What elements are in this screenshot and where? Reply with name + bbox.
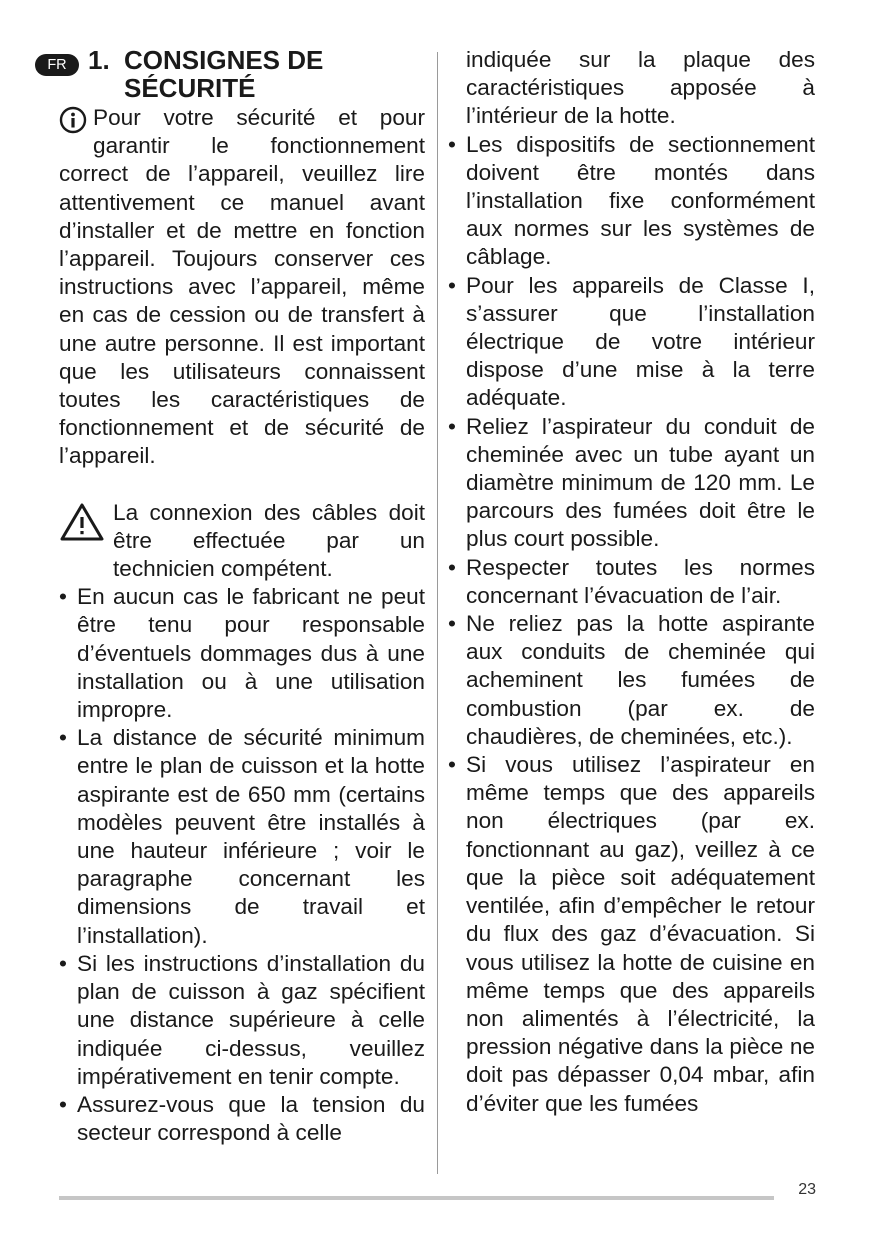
list-item: • En aucun cas le fabricant ne peut être tenu pour responsable d’éventuels dommages dus à une installation ou à une utilisation impropre. <box>59 583 425 724</box>
left-bullet-list <box>59 583 425 1147</box>
list-item: • Assurez-vous que la tension du secteur correspond à celle <box>59 1091 425 1147</box>
info-icon <box>59 106 87 134</box>
column-divider <box>437 52 438 1174</box>
list-item: • La distance de sécurité minimum entre le plan de cuisson et la hotte aspirante est de 650 mm (certains modèles peuvent être installés à une hauteur inférieure ; voir le paragraphe concernant les dimensions de travail et l’installation). <box>59 724 425 950</box>
list-item: • Si les instructions d’installation du plan de cuisson à gaz spécifient une distance supérieure à celle indiquée ci-dessus, veuillez impérativement en tenir compte. <box>59 950 425 1091</box>
heading-number: 1. <box>88 45 110 75</box>
language-badge: FR <box>35 54 79 76</box>
page-number: 23 <box>798 1181 816 1198</box>
left-column <box>47 45 425 1147</box>
list-item: • Respecter toutes les normes concernant l’évacuation de l’air. <box>448 554 815 610</box>
list-item: • Pour les appareils de Classe I, s’assurer que l’installation électrique de votre intérieur dispose d’une mise à la terre adéquate. <box>448 272 815 413</box>
section-heading <box>47 45 425 103</box>
footer-rule <box>59 1196 774 1200</box>
list-item: • Si vous utilisez l’aspirateur en même temps que des appareils non électriques (par ex. fonctionnant au gaz), veillez à ce que la pièce soit adéquatement ventilée, afin d’empêcher le retour du flux des gaz d’évacuation. Si vous utilisez la hotte de cuisine en même temps que des appareils non alimentés à l’électricité, la pression négative dans la pièce ne doit pas dépasser 0,04 mbar, afin d’éviter que les fumées <box>448 751 815 1118</box>
heading-line-1: CONSIGNES DE <box>124 45 324 75</box>
intro-paragraph <box>59 104 425 471</box>
warning-text: La connexion des câbles doit être effectuée par un technicien compétent. <box>113 499 425 582</box>
list-item: • Ne reliez pas la hotte aspirante aux conduits de cheminée qui acheminent les fumées de combustion (par ex. de chaudières, de cheminées, etc.). <box>448 610 815 751</box>
warning-block <box>59 499 425 584</box>
list-item: • Les dispositifs de sectionnement doivent être montés dans l’installation fixe conformément aux normes sur les systèmes de câblage. <box>448 131 815 272</box>
list-item: • Reliez l’aspirateur du conduit de cheminée avec un tube ayant un diamètre minimum de 120 mm. Le parcours des fumées doit être le plus court possible. <box>448 413 815 554</box>
right-bullet-list <box>448 131 815 1118</box>
heading-line-2: SÉCURITÉ <box>124 73 256 103</box>
continuation-text: indiquée sur la plaque des caractéristiques apposée à l’intérieur de la hotte. <box>466 47 815 129</box>
right-column <box>466 46 815 1118</box>
intro-text: Pour votre sécurité et pour garantir le fonctionnement correct de l’appareil, veuillez lire attentivement ce manuel avant d’installer et de mettre en fonction l’appareil. Toujours conserver ces instructions avec l’appareil, même en cas de cession ou de transfert à une autre personne. Il est important que les utilisateurs connaissent toutes les caractéristiques de fonctionnement et de sécurité de l’appareil. <box>59 105 425 469</box>
warning-icon <box>59 502 105 542</box>
